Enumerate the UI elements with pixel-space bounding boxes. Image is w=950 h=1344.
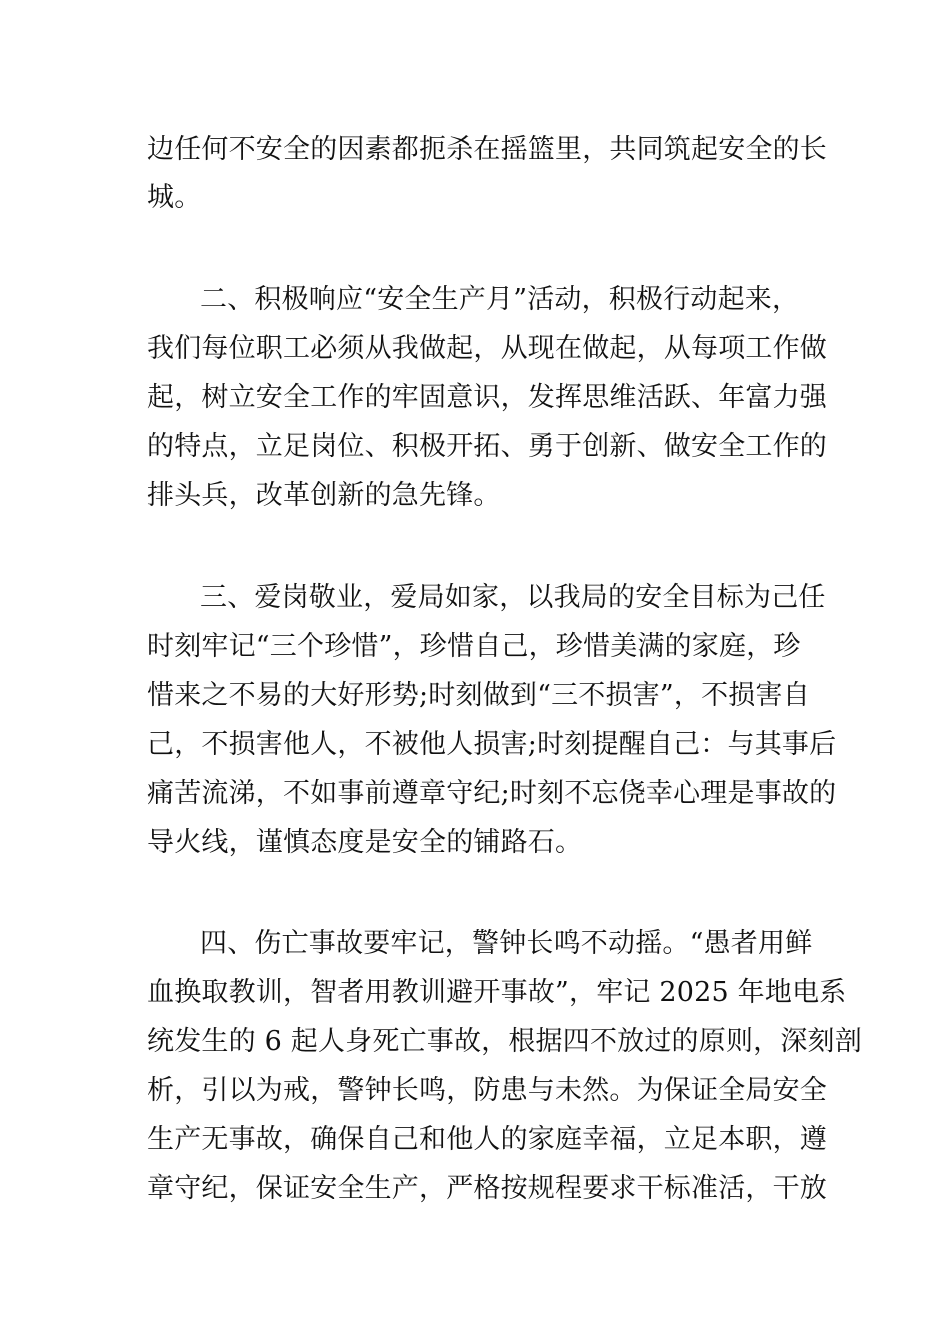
paragraph-2-line-4: 的特点，立足岗位、积极开拓、勇于创新、做安全工作的 — [147, 431, 827, 462]
paragraph-3-line-6: 导火线，谨慎态度是安全的铺路石。 — [147, 827, 583, 858]
paragraph-4-line-1: 四、伤亡事故要牢记，警钟长鸣不动摇。“愚者用鲜 — [200, 928, 813, 959]
paragraph-3-line-3: 惜来之不易的大好形势;时刻做到“三不损害”，不损害自 — [147, 680, 810, 711]
paragraph-4-line-6: 章守纪，保证安全生产，严格按规程要求干标准活，干放 — [147, 1173, 827, 1204]
paragraph-2-line-2: 我们每位职工必须从我做起，从现在做起，从每项工作做 — [147, 333, 827, 364]
paragraph-3-line-4: 己，不损害他人，不被他人损害;时刻提醒自己：与其事后 — [147, 729, 837, 760]
paragraph-1-line-2: 城。 — [147, 182, 202, 213]
paragraph-3-line-2: 时刻牢记“三个珍惜”，珍惜自己，珍惜美满的家庭，珍 — [147, 631, 801, 662]
paragraph-3-line-1: 三、爱岗敬业，爱局如家，以我局的安全目标为己任 — [200, 582, 826, 613]
paragraph-4-line-4: 析，引以为戒，警钟长鸣，防患与未然。为保证全局安全 — [147, 1075, 827, 1106]
paragraph-4-line-2: 血换取教训，智者用教训避开事故”，牢记 2025 年地电系 — [147, 977, 847, 1008]
paragraph-2-line-5: 排头兵，改革创新的急先锋。 — [147, 480, 501, 511]
paragraph-4-line-5: 生产无事故，确保自己和他人的家庭幸福，立足本职，遵 — [147, 1124, 827, 1155]
paragraph-4-line-3: 统发生的 6 起人身死亡事故，根据四不放过的原则，深刻剖 — [147, 1026, 862, 1057]
paragraph-3-line-5: 痛苦流涕，不如事前遵章守纪;时刻不忘侥幸心理是事故的 — [147, 778, 837, 809]
paragraph-2-line-3: 起，树立安全工作的牢固意识，发挥思维活跃、年富力强 — [147, 382, 827, 413]
paragraph-1-line-1: 边任何不安全的因素都扼杀在摇篮里，共同筑起安全的长 — [147, 134, 827, 165]
paragraph-2-line-1: 二、积极响应“安全生产月”活动，积极行动起来， — [200, 284, 800, 315]
